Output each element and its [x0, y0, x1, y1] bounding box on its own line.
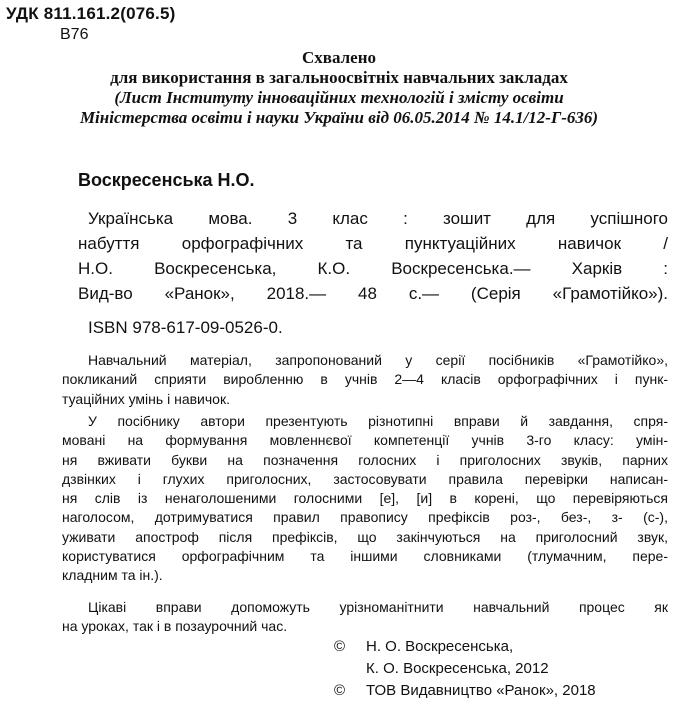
copyright-symbol: ©: [334, 682, 346, 699]
approval-line: для використання в загальноосвітніх навчальних закладах: [110, 68, 568, 87]
annotation-line: уживати апостроф після префіксів, що закінчуються на приголосний звук,: [62, 528, 668, 545]
copyright-row: [334, 658, 596, 680]
approval-line: Міністерства освіти і науки України від 06.05.2014 № 14.1/12-Г-636): [79, 108, 599, 127]
biblio-line: Н.О. Воскресенська, К.О. Воскресенська.— Харків :: [78, 259, 668, 278]
annotation-line: кладним та ін.).: [62, 567, 163, 584]
biblio-line: Українська мова. 3 клас : зошит для успішного: [88, 209, 668, 228]
copyright-holder: ТОВ Видавництво «Ранок», 2018: [366, 682, 596, 699]
bbk-code: В76: [60, 26, 89, 43]
copyright-symbol: ©: [334, 638, 346, 655]
annotation-line: на уроках, так і в позаурочний час.: [62, 618, 288, 635]
approval-line: (Лист Інституту інноваційних технологій і змісту освіти: [114, 88, 564, 107]
annotation-paragraph: [62, 598, 668, 637]
udk-code: УДК 811.161.2(076.5): [6, 4, 176, 23]
annotation-line: Цікаві вправи допоможуть урізноманітнити навчальний процес як: [88, 599, 668, 615]
isbn: ISBN 978-617-09-0526-0.: [88, 318, 283, 337]
bibliographic-record: [78, 206, 668, 306]
copyright-block: [334, 636, 596, 702]
approval-block: [0, 48, 678, 128]
annotation-line: У посібнику автори презентують різнотипні вправи й завдання, спря-: [88, 413, 668, 429]
annotation-line: Навчальний матеріал, запропонований у серії посібників «Грамотійко»,: [88, 352, 668, 368]
annotation-line: ня слів із ненаголошеними голосними [е], [и] в корені, що перевіряються: [62, 490, 668, 507]
copyright-holder: К. О. Воскресенська, 2012: [366, 660, 549, 677]
annotation-line: ня вживати букви на позначення голосних і приголосних звуків, парних: [62, 451, 668, 468]
annotation-line: наголосом, дотримуватися правил правопису префіксів роз-, без-, з- (с-),: [62, 509, 668, 526]
author-heading: Воскресенська Н.О.: [78, 170, 255, 190]
annotation-line: дзвінких і глухих приголосних, застосовувати правила перевірки написан-: [62, 470, 668, 487]
annotation-paragraph: [62, 351, 668, 409]
approval-title: Схвалено: [302, 48, 376, 67]
annotation-paragraph: [62, 412, 668, 586]
copyright-row: [334, 636, 596, 658]
annotation-line: покликаний сприяти виробленню в учнів 2—4 класів орфографічних і пунк-: [62, 371, 668, 388]
copyright-row: [334, 680, 596, 702]
annotation-line: користуватися орфографічним та іншими словниками (тлумачним, пере-: [62, 548, 668, 565]
biblio-line: набуття орфографічних та пунктуаційних навичок /: [78, 234, 668, 253]
copyright-holder: Н. О. Воскресенська,: [366, 638, 514, 655]
annotation-line: туаційних умінь і навичок.: [62, 390, 230, 407]
annotation-line: мовані на формування мовленнєвої компетенції учнів 3-го класу: умін-: [62, 432, 668, 449]
biblio-line: Вид-во «Ранок», 2018.— 48 с.— (Серія «Грамотійко»).: [78, 284, 668, 303]
